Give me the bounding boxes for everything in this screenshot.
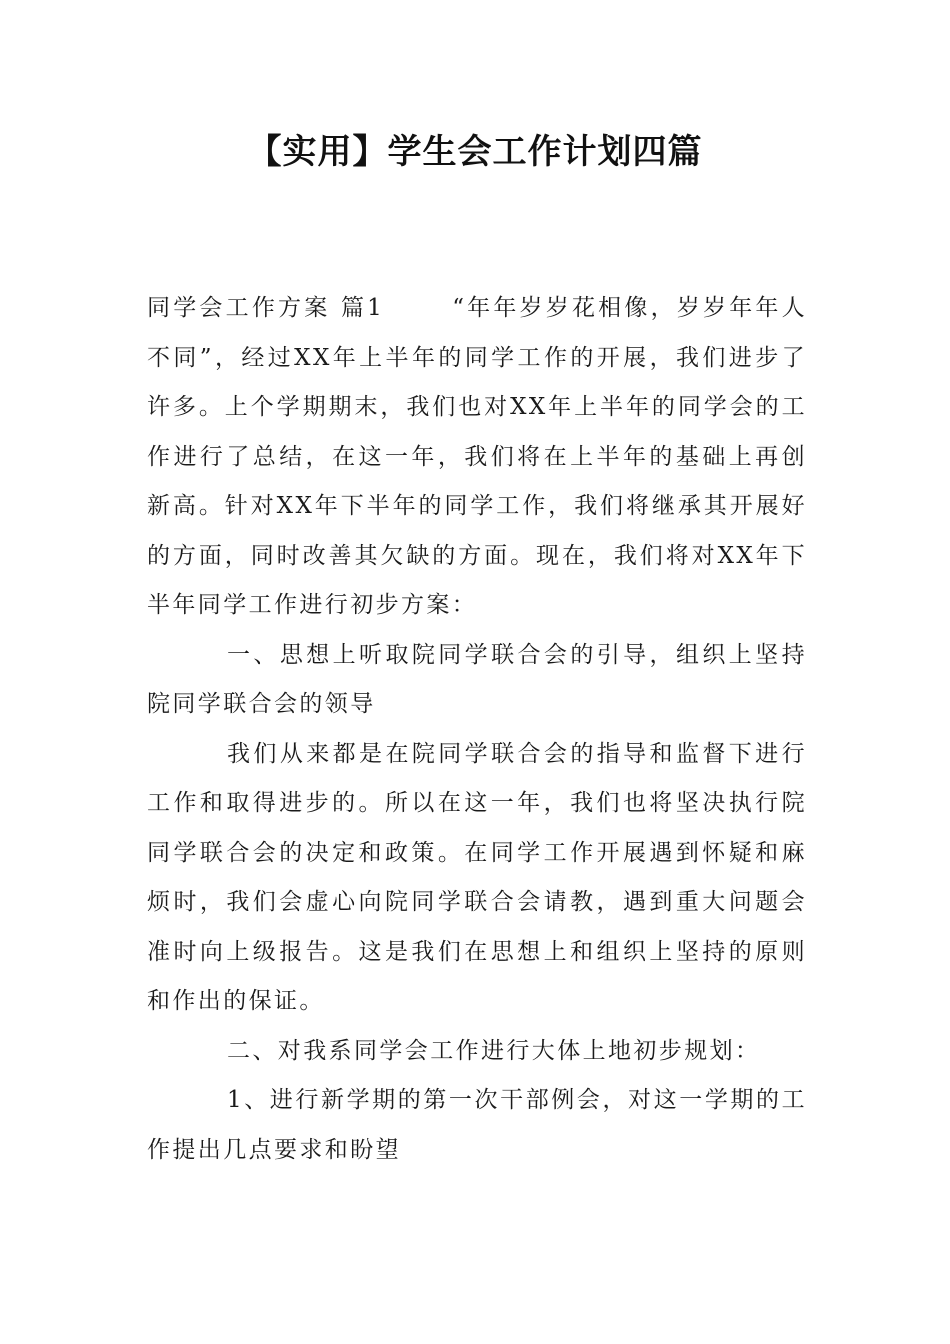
paragraph-item-two: 二、对我系同学会工作进行大体上地初步规划： [227, 1037, 761, 1064]
paragraph-subitem-one: 1、进行新学期的第一次干部例会，对这一学期的工作提出几点要求和盼望 [147, 1087, 807, 1163]
paragraph-intro [147, 284, 807, 631]
paragraph-text: “年年岁岁花相像，岁岁年年人不同”，经过XX年上半年的同学工作的开展，我们进步了许多。上个学期期末，我们也对XX年上半年的同学会的工作进行了总结，在这一年，我们将在上半年的基础上再创新高。针对XX年下半年的同学工作，我们将继承其开展好的方面，同时改善其欠缺的方面。现在，我们将对XX年下半年同学工作进行初步方案： [147, 295, 807, 618]
paragraph-item-one: 一、思想上听取院同学联合会的引导，组织上坚持院同学联合会的领导 [147, 641, 807, 717]
section-heading: 同学会工作方案 篇1 [147, 295, 385, 321]
document-title: 【实用】学生会工作计划四篇 [247, 132, 703, 172]
paragraph-body: 我们从来都是在院同学联合会的指导和监督下进行工作和取得进步的。所以在这一年，我们也将坚决执行院同学联合会的决定和政策。在同学工作开展遇到怀疑和麻烦时，我们会虚心向院同学联合会请教，遇到重大问题会准时向上级报告。这是我们在思想上和组织上坚持的原则和作出的保证。 [147, 740, 807, 1014]
document-body [147, 284, 807, 1175]
